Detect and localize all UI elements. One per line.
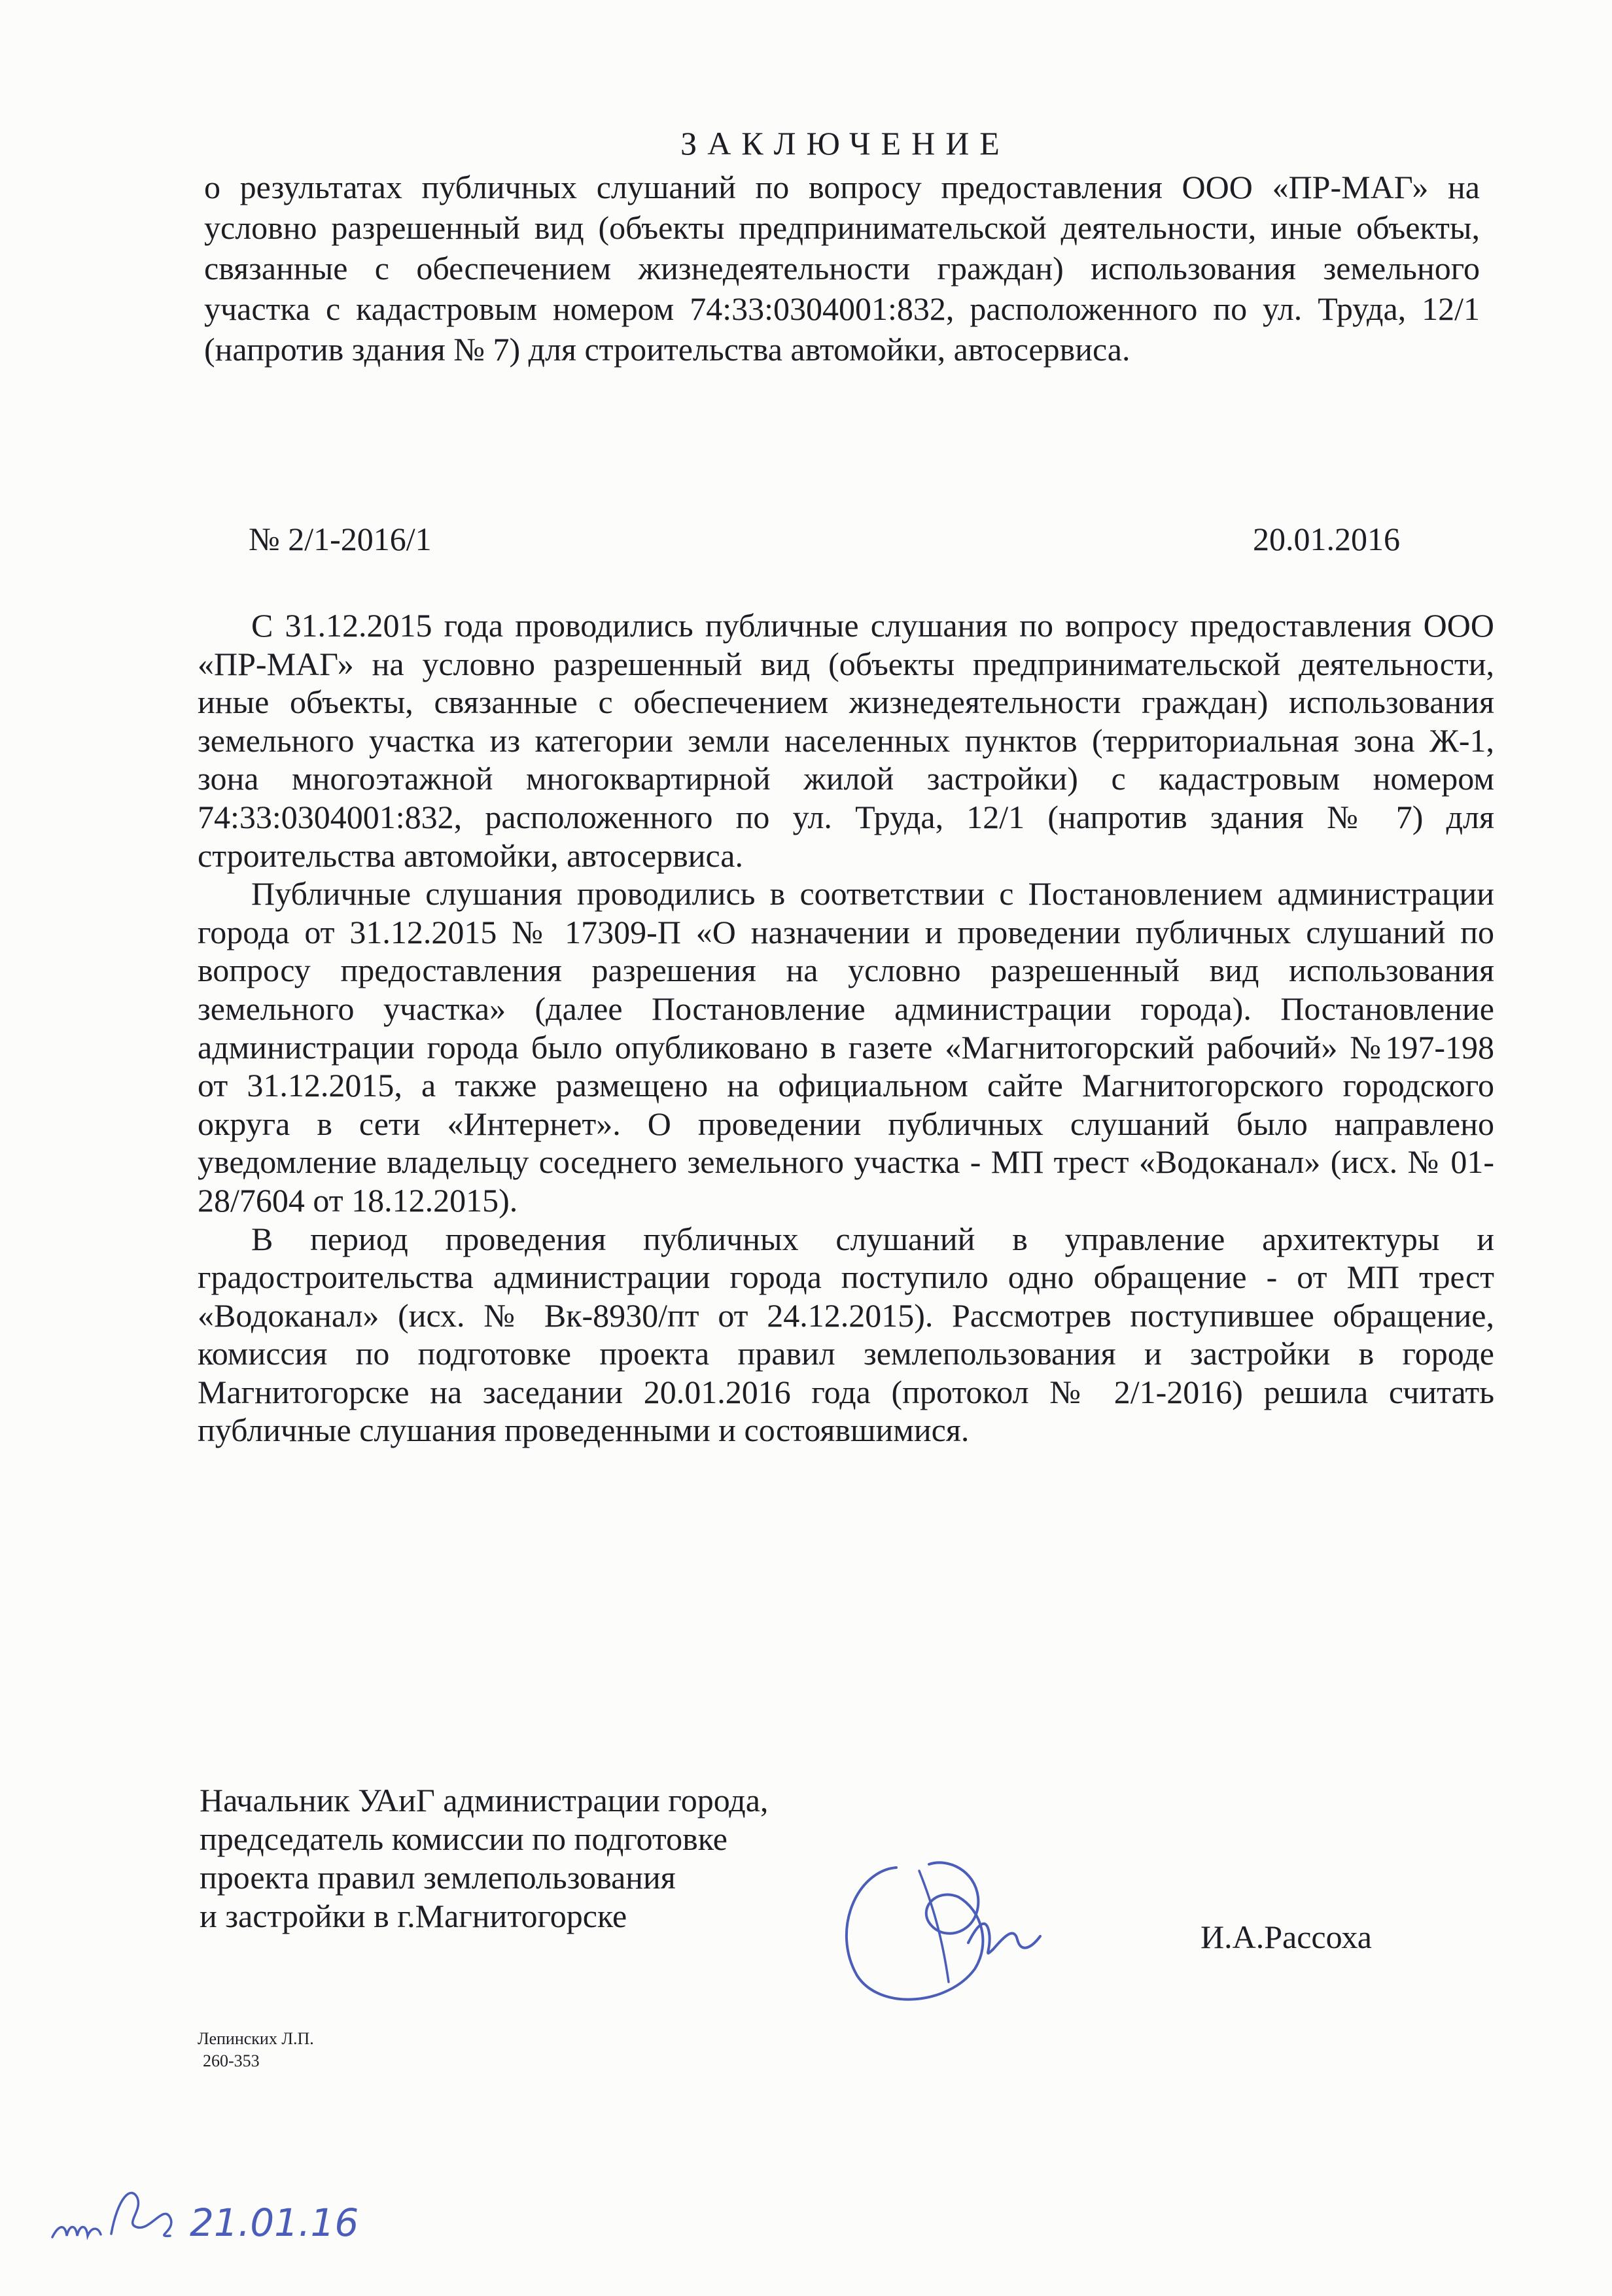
signatory-name: И.А.Рассоха (1200, 1919, 1372, 1955)
executor-name: Лепинских Л.П. (198, 2029, 314, 2048)
executor-phone: 260-353 (203, 2051, 260, 2070)
signatory-position-line: председатель комиссии по подготовке (200, 1820, 727, 1857)
handwritten-note-initials (52, 2227, 101, 2238)
signature-stroke (847, 1862, 983, 1999)
handwritten-note-initials (111, 2193, 171, 2236)
handwritten-signature (818, 1851, 1099, 2015)
executor-info (198, 2028, 314, 2072)
handwritten-note-date: 21.01.16 (190, 2200, 359, 2245)
document-subject: о результатах публичных слушаний по вопросу предоставления ООО «ПР-МАГ» на условно разрешенный вид (объекты предпринимательской деятельности, иные объекты, связанные с обеспечением жизнедеятельности граждан) использования земельного участка с кадастровым номером 74:33:0304001:832, расположенного по ул. Труда, 12/1 (напротив здания № 7) для строительства автомойки, автосервиса. (204, 169, 1480, 368)
handwritten-note (39, 2159, 406, 2257)
signatory-position (200, 1781, 919, 1936)
document-body (198, 606, 1494, 1450)
signatory-position-line: Начальник УАиГ администрации города, (200, 1782, 769, 1818)
body-paragraph: В период проведения публичных слушаний в управление архитектуры и градостроительства администрации города поступило одно обращение - от МП трест «Водоканал» (исх. № Вк-8930/пт от 24.12.2015). Рассмотрев поступившее обращение, комиссия по подготовке проекта правил землепользования и застройки в городе Магнитогорске на заседании 20.01.2016 года (протокол № 2/1-2016) решила считать публичные слушания проведенными и состоявшимися. (198, 1220, 1494, 1449)
body-paragraph: Публичные слушания проводились в соответствии с Постановлением администрации города от 31.12.2015 № 17309-П «О назначении и проведении публичных слушаний по вопросу предоставления разрешения на условно разрешенный вид использования земельного участка» (далее Постановление администрации города). Постановление администрации города было опубликовано в газете «Магнитогорский рабочий» №197-198 от 31.12.2015, а также размещено на официальном сайте Магнитогорского городского округа в сети «Интернет». О проведении публичных слушаний было направлено уведомление владельцу соседнего земельного участка - МП трест «Водоканал» (исх. № 01-28/7604 от 18.12.2015). (198, 875, 1494, 1219)
signature-stroke (968, 1924, 1040, 1953)
signatory-position-line: и застройки в г.Магнитогорске (200, 1898, 627, 1934)
document-date: 20.01.2016 (1253, 521, 1400, 557)
body-paragraph: С 31.12.2015 года проводились публичные слушания по вопросу предоставления ООО «ПР-МАГ» на условно разрешенный вид (объекты предпринимательской деятельности, иные объекты, связанные с обеспечением жизнедеятельности граждан) использования земельного участка из категории земли населенных пунктов (территориальная зона Ж-1, зона многоэтажной многоквартирной жилой застройки) с кадастровым номером 74:33:0304001:832, расположенного по ул. Труда, 12/1 (напротив здания № 7) для строительства автомойки, автосервиса. (198, 607, 1494, 874)
document-title: ЗАКЛЮЧЕНИЕ (680, 125, 1010, 162)
document-number: № 2/1-2016/1 (249, 521, 432, 557)
signatory-position-line: проекта правил землепользования (200, 1859, 676, 1896)
